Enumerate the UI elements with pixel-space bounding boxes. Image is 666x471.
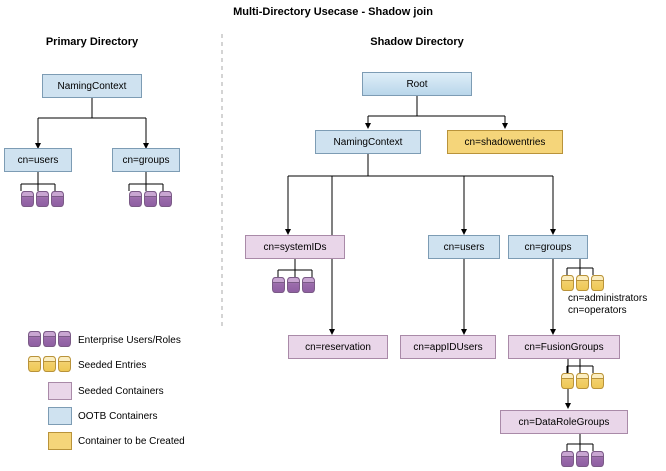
node-primary-users[interactable]: cn=users	[4, 148, 72, 172]
legend-label-seeded-entries: Seeded Entries	[78, 360, 147, 371]
shadow-directory-heading: Shadow Directory	[370, 36, 464, 48]
node-shadow-namingcontext[interactable]: NamingContext	[315, 130, 421, 154]
legend-label-seeded-containers: Seeded Containers	[78, 386, 164, 397]
node-shadow-appidusers[interactable]: cn=appIDUsers	[400, 335, 496, 359]
legend-icon-container-to-be-created	[48, 432, 72, 450]
node-shadow-users[interactable]: cn=users	[428, 235, 500, 259]
shadow-groups-cylinders-icon	[561, 275, 604, 291]
primary-groups-cylinders-icon	[129, 191, 172, 207]
node-shadow-shadowentries[interactable]: cn=shadowentries	[447, 130, 563, 154]
legend-label-container-to-be-created: Container to be Created	[78, 436, 185, 447]
annotation-operators: cn=operators	[568, 305, 627, 316]
node-shadow-reservation[interactable]: cn=reservation	[288, 335, 388, 359]
primary-users-cylinders-icon	[21, 191, 64, 207]
node-shadow-dataroles[interactable]: cn=DataRoleGroups	[500, 410, 628, 434]
legend-icon-ootb-containers	[48, 407, 72, 425]
node-primary-namingcontext[interactable]: NamingContext	[42, 74, 142, 98]
annotation-administrators: cn=administrators	[568, 293, 648, 304]
legend-icon-enterprise-users-roles	[28, 331, 71, 347]
node-primary-groups[interactable]: cn=groups	[112, 148, 180, 172]
legend-icon-seeded-entries	[28, 356, 71, 372]
primary-directory-heading: Primary Directory	[45, 36, 139, 48]
fusiongroups-cylinders-icon	[561, 373, 604, 389]
legend-label-enterprise-users-roles: Enterprise Users/Roles	[78, 335, 181, 346]
legend-label-ootb-containers: OOTB Containers	[78, 411, 158, 422]
page-title: Multi-Directory Usecase - Shadow join	[233, 6, 433, 18]
node-shadow-systemids[interactable]: cn=systemIDs	[245, 235, 345, 259]
node-shadow-groups[interactable]: cn=groups	[508, 235, 588, 259]
shadow-systemids-cylinders-icon	[272, 277, 315, 293]
node-shadow-fusiongroups[interactable]: cn=FusionGroups	[508, 335, 620, 359]
dataroles-cylinders-icon	[561, 451, 604, 467]
node-shadow-root[interactable]: Root	[362, 72, 472, 96]
legend-icon-seeded-containers	[48, 382, 72, 400]
